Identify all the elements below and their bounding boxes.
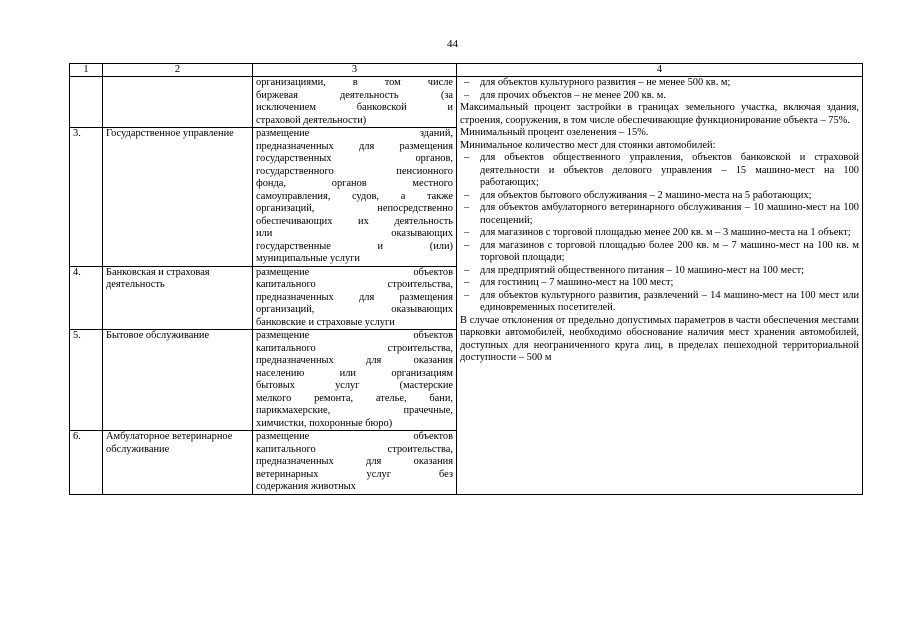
description-line: размещение зданий, xyxy=(256,128,453,139)
list-item: – для объектов бытового обслуживания – 2 машино-места на 5 работающих; xyxy=(464,189,812,201)
deviation-text: В случае отклонения от предельно допустимых параметров в части обеспечения местами парковки автомобилей, необходимо обоснование наличия мест хранения автомобилей, доступных для неограниченного круга лиц, в пределах пешеходной территориальной доступности – 500 м xyxy=(460,314,859,363)
use-type-description xyxy=(253,128,457,267)
description-line: государственного пенсионного xyxy=(256,165,453,177)
use-type-name: Амбулаторное ветеринарное обслуживание xyxy=(103,431,253,495)
use-type-name: Банковская и страховая деятельность xyxy=(103,266,253,330)
list-item: – для объектов культурного развития, развлечений – 14 машино-мест на 100 мест или единовременных посетителей. xyxy=(464,289,859,313)
description-line: государственных органов, xyxy=(256,153,453,164)
description-line: размещение объектов xyxy=(256,330,453,341)
list-item: – для объектов культурного развития – не менее 500 кв. м; xyxy=(464,77,731,88)
row-number: 3. xyxy=(70,128,103,267)
description-line: капитального строительства, xyxy=(256,279,453,290)
description-line: предназначенных для оказания xyxy=(256,456,453,467)
description-line: организаций, непосредственно xyxy=(256,203,453,214)
description-line: биржевая деятельность (за xyxy=(256,89,453,101)
list-item: – для магазинов с торговой площадью менее 200 кв. м – 3 машино-места на 1 объект; xyxy=(464,227,851,238)
page-number: 44 xyxy=(447,38,458,50)
table-header-row xyxy=(70,64,863,77)
description-line: содержания животных xyxy=(256,481,356,492)
row-number: 6. xyxy=(70,431,103,495)
use-type-description xyxy=(253,266,457,330)
description-line: населению или организациям xyxy=(256,367,453,379)
description-line: предназначенных для размещения xyxy=(256,291,453,303)
description-line: обеспечивающих их деятельность xyxy=(256,215,453,227)
description-line: банковские и страховые услуги xyxy=(256,316,395,328)
row-number: 5. xyxy=(70,330,103,431)
description-line: парикмахерские, прачечные, xyxy=(256,405,453,416)
list-item: – для предприятий общественного питания – 10 машино-мест на 100 мест; xyxy=(464,264,805,276)
description-line: мелкого ремонта, ателье, бани, xyxy=(256,392,453,404)
description-line: ветеринарных услуг без xyxy=(256,468,453,480)
description-line: фонда, органов местного xyxy=(256,178,453,189)
description-line: бытовых услуг (мастерские xyxy=(256,380,453,391)
list-item: – для прочих объектов – не менее 200 кв. м. xyxy=(464,89,666,101)
description-line: размещение объектов xyxy=(256,266,453,278)
description-line: предназначенных для размещения xyxy=(256,140,453,152)
description-line: страховой деятельности) xyxy=(256,114,367,126)
list-item: – для объектов общественного управления, объектов банковской и страховой деятельности и объектов делового управления – 15 машино-мест на 100 работающих; xyxy=(464,152,859,188)
land-use-table xyxy=(69,63,863,495)
column-header: 3 xyxy=(253,64,457,77)
parameters-cell xyxy=(457,77,863,495)
row-number: 4. xyxy=(70,266,103,330)
description-line: предназначенных для оказания xyxy=(256,355,453,366)
list-item: – для гостиниц – 7 машино-мест на 100 мест; xyxy=(464,277,674,288)
description-line: капитального строительства, xyxy=(256,342,453,354)
use-type-description xyxy=(253,77,457,128)
row-number xyxy=(70,77,103,128)
description-line: государственные и (или) xyxy=(256,240,453,252)
description-line: муниципальные услуги xyxy=(256,253,360,264)
use-type-name xyxy=(103,77,253,128)
description-line: или оказывающих xyxy=(256,228,453,239)
description-line: размещение объектов xyxy=(256,431,453,442)
use-type-name: Государственное управление xyxy=(103,128,253,267)
description-line: химчистки, похоронные бюро) xyxy=(256,417,393,429)
description-line: самоуправления, судов, а также xyxy=(256,190,453,202)
description-line: исключением банковской и xyxy=(256,102,453,113)
description-line: организаций, оказывающих xyxy=(256,304,453,315)
table-row xyxy=(70,77,863,128)
use-type-description xyxy=(253,330,457,431)
column-header: 2 xyxy=(103,64,253,77)
max-build-percent: Максимальный процент застройки в границах земельного участка, включая здания, строения, сооружения, в том числе обеспечивающие функционирование объекта – 75%. xyxy=(460,102,859,126)
column-header: 1 xyxy=(70,64,103,77)
use-type-description xyxy=(253,431,457,495)
list-item: – для магазинов с торговой площадью более 200 кв. м – 7 машино-мест на 100 кв. м торговой площади; xyxy=(464,239,859,263)
list-item: – для объектов амбулаторного ветеринарного обслуживания – 10 машино-мест на 100 посещений; xyxy=(464,202,859,226)
parking-intro: Минимальное количество мест для стоянки автомобилей: xyxy=(460,139,716,151)
use-type-name: Бытовое обслуживание xyxy=(103,330,253,431)
description-line: организациями, в том числе xyxy=(256,77,453,88)
description-line: капитального строительства, xyxy=(256,443,453,455)
min-green-percent: Минимальный процент озеленения – 15%. xyxy=(460,127,649,138)
column-header: 4 xyxy=(457,64,863,77)
